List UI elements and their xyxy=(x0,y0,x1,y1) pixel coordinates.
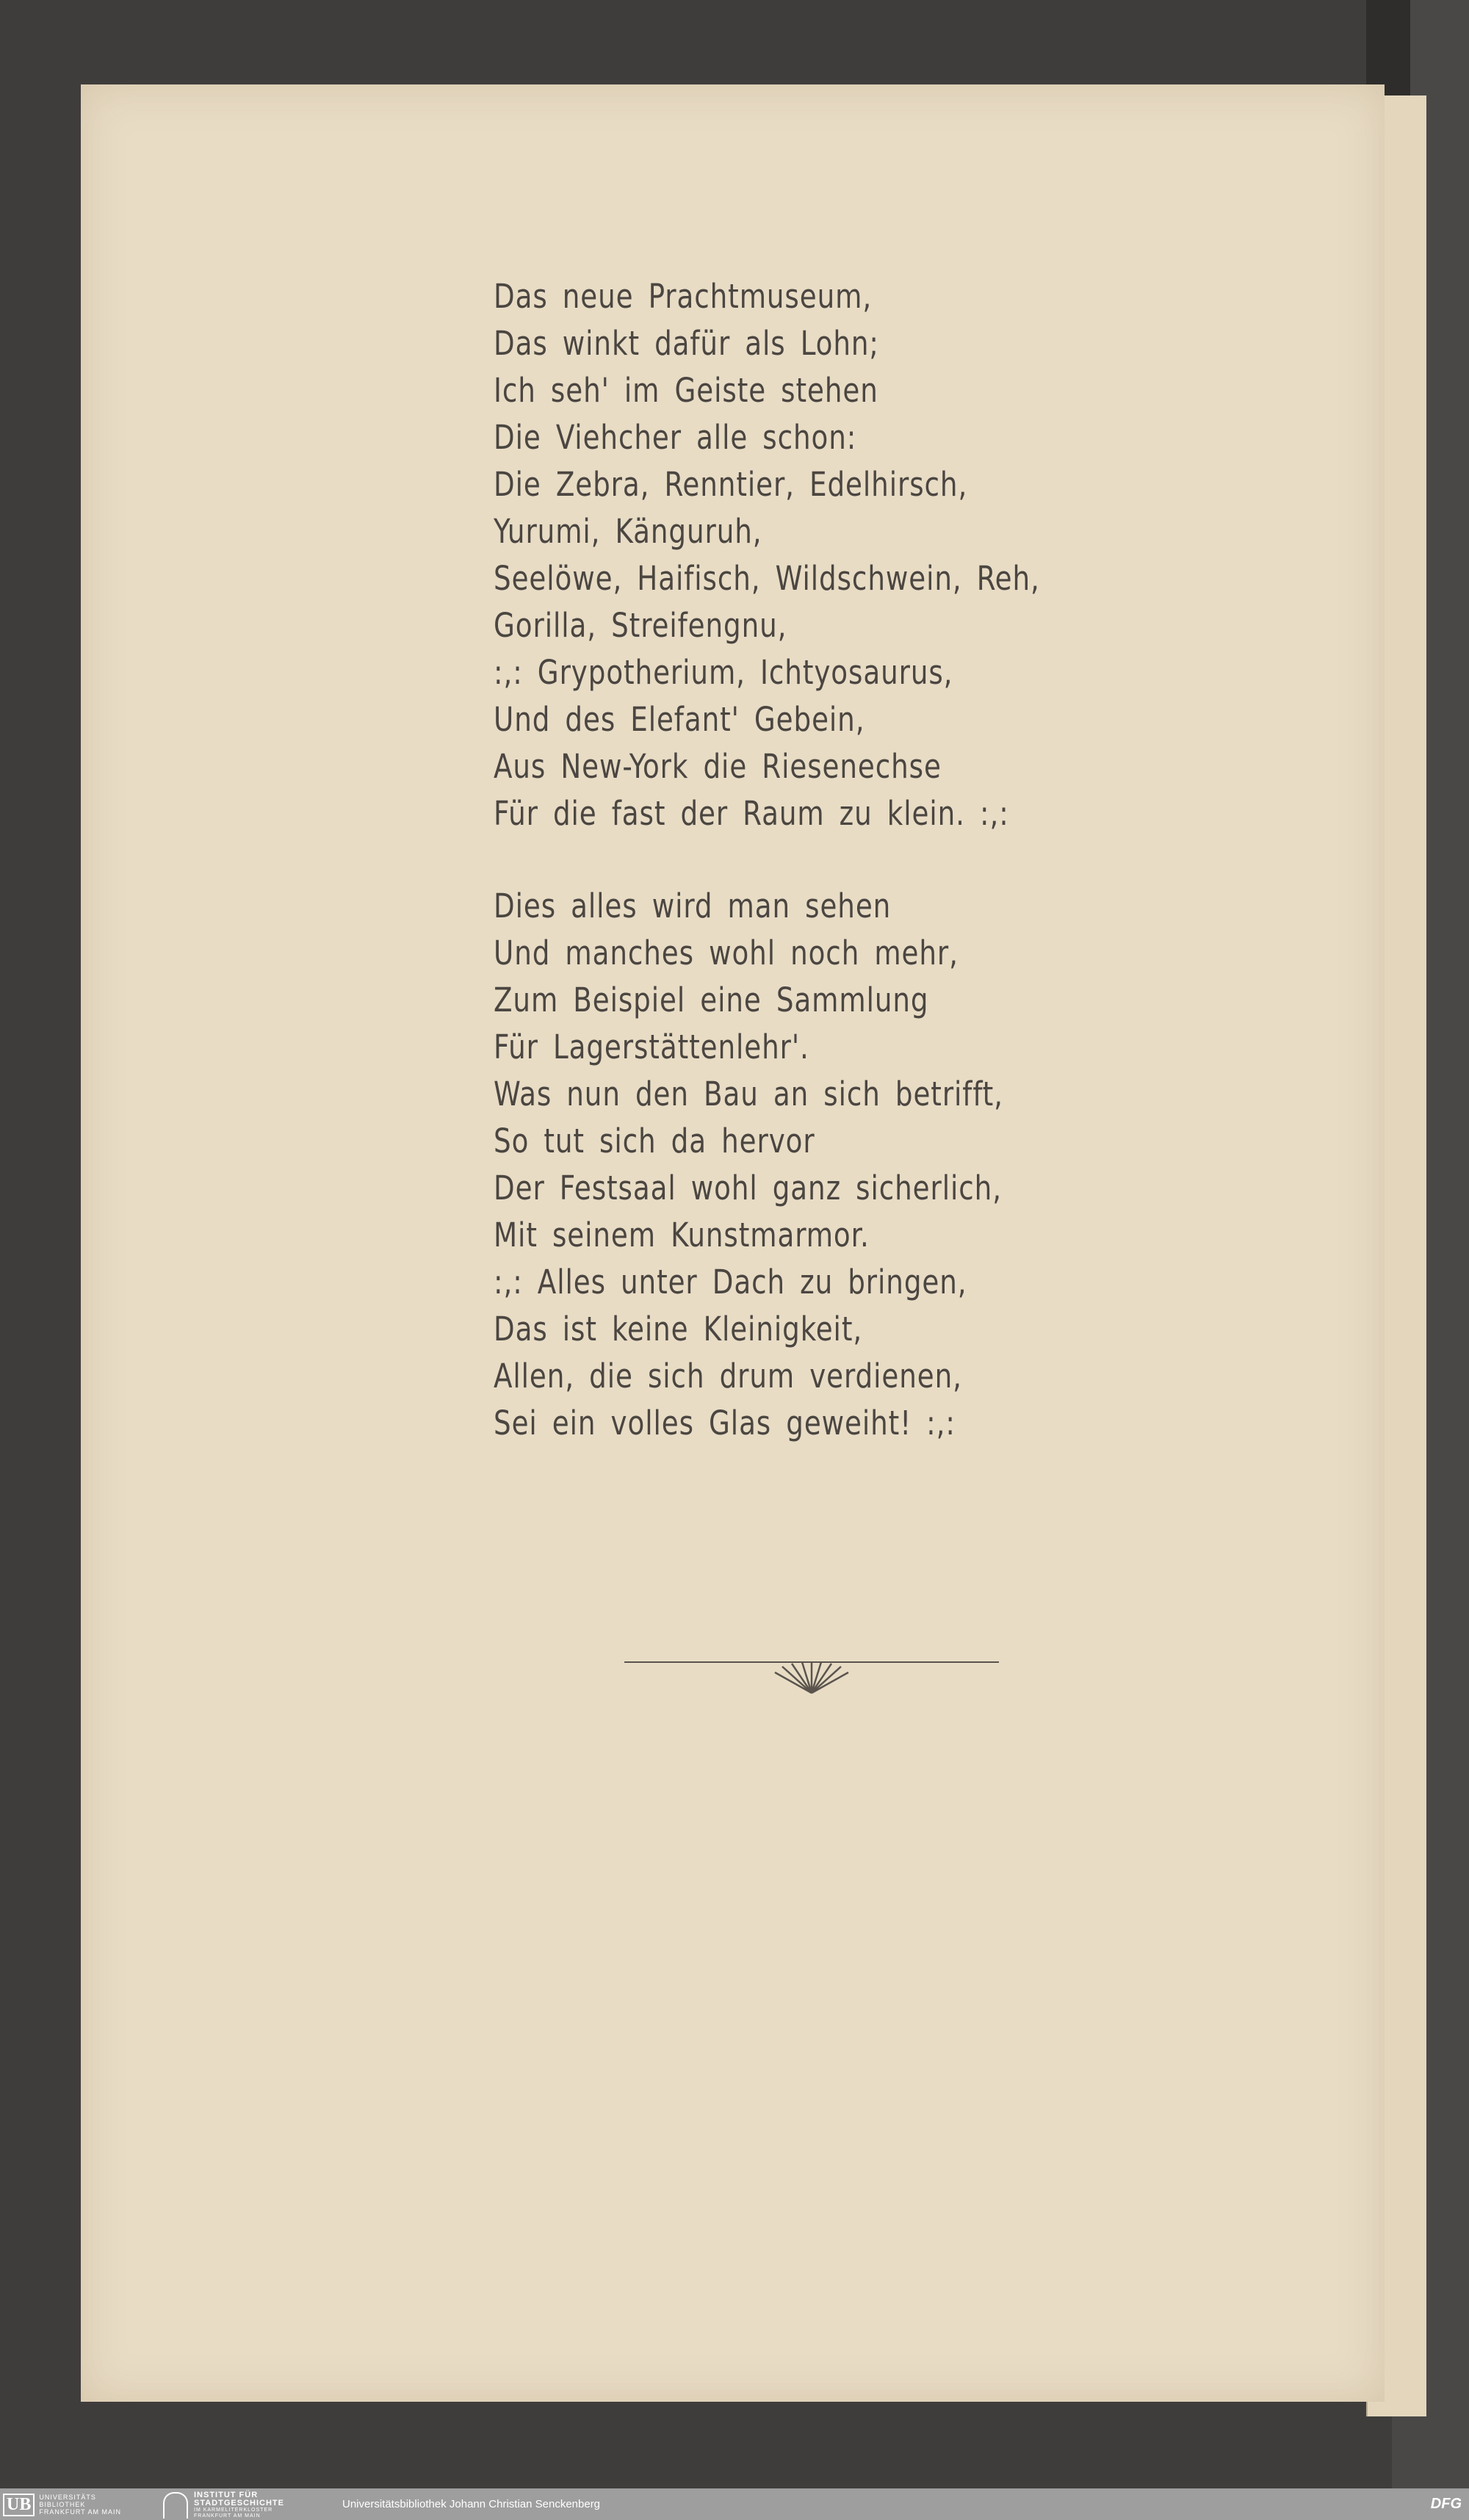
poem-line: Was nun den Bau an sich betrifft, xyxy=(494,1075,1003,1113)
poem-line: Allen, die sich drum verdienen, xyxy=(494,1357,962,1396)
dfg-logo[interactable]: DFG xyxy=(1430,2496,1462,2512)
stanza xyxy=(494,883,1087,1447)
logo-text: UNIVERSITÄTS xyxy=(39,2494,96,2501)
poem-line: Die Viehcher alle schon: xyxy=(494,418,857,457)
poem-line: Das winkt dafür als Lohn; xyxy=(494,324,879,363)
poem xyxy=(494,273,1087,1447)
footer-bar xyxy=(0,2488,1469,2520)
poem-line: Seelöwe, Haifisch, Wildschwein, Reh, xyxy=(494,559,1040,598)
logo-text: STADTGESCHICHTE xyxy=(194,2499,284,2508)
poem-line: Zum Beispiel eine Sammlung xyxy=(494,981,929,1019)
logo-text: INSTITUT FÜR xyxy=(194,2491,259,2499)
poem-line: Die Zebra, Renntier, Edelhirsch, xyxy=(494,465,968,504)
poem-line: :,: Grypotherium, Ichtyosaurus, xyxy=(494,653,953,692)
poem-line: Mit seinem Kunstmarmor. xyxy=(494,1216,870,1254)
ornament-divider xyxy=(624,1656,999,1700)
poem-line: Der Festsaal wohl ganz sicherlich, xyxy=(494,1169,1002,1207)
arch-icon xyxy=(163,2492,188,2519)
stanza-gap xyxy=(494,837,1087,883)
logo-text: FRANKFURT AM MAIN xyxy=(194,2513,261,2519)
institut-logo[interactable] xyxy=(163,2491,284,2519)
poem-line: Aus New-York die Riesenechse xyxy=(494,747,942,786)
poem-line: Yurumi, Känguruh, xyxy=(494,512,762,551)
poem-line: Für Lagerstättenlehr'. xyxy=(494,1028,809,1066)
background-dark xyxy=(1366,0,1410,95)
poem-line: Das neue Prachtmuseum, xyxy=(494,277,873,316)
logo-text: BIBLIOTHEK xyxy=(39,2501,86,2508)
poem-line: Ich seh' im Geiste stehen xyxy=(494,371,878,410)
poem-line: Und manches wohl noch mehr, xyxy=(494,934,959,972)
logo-text: FRANKFURT AM MAIN xyxy=(39,2508,122,2516)
poem-line: Und des Elefant' Gebein, xyxy=(494,700,865,739)
library-name[interactable]: Universitätsbibliothek Johann Christian Senckenberg xyxy=(342,2498,601,2510)
stanza xyxy=(494,273,1087,837)
poem-line: Das ist keine Kleinigkeit, xyxy=(494,1310,863,1349)
logo-text: IM KARMELITERKLOSTER xyxy=(194,2508,273,2513)
poem-line: Sei ein volles Glas geweiht! :,: xyxy=(494,1404,956,1443)
poem-line: Für die fast der Raum zu klein. :,: xyxy=(494,794,1009,833)
ub-logo[interactable] xyxy=(3,2491,121,2518)
poem-line: So tut sich da hervor xyxy=(494,1122,815,1160)
poem-line: Gorilla, Streifengnu, xyxy=(494,606,787,645)
poem-line: :,: Alles unter Dach zu bringen, xyxy=(494,1263,967,1301)
ub-mark: UB xyxy=(3,2494,35,2516)
poem-line: Dies alles wird man sehen xyxy=(494,887,892,925)
